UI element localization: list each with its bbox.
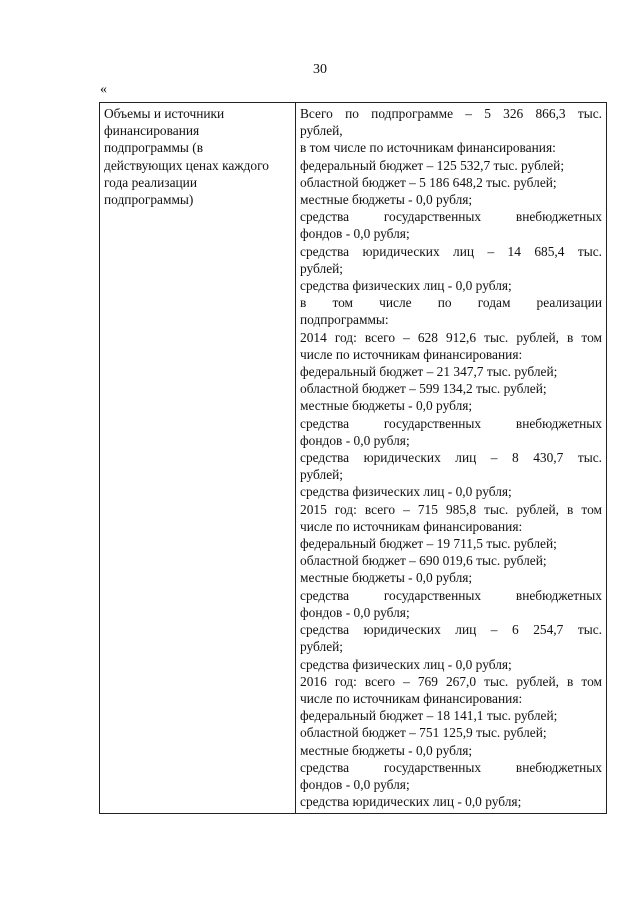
financing-line: средства государственных внебюджетных [300, 415, 602, 431]
financing-line: областной бюджет – 599 134,2 тыс. рублей; [300, 381, 547, 397]
financing-line: числе по источникам финансирования: [300, 690, 523, 706]
financing-line: рублей; [300, 467, 344, 483]
label-line: подпрограммы) [104, 192, 194, 208]
financing-line: Всего по подпрограмме – 5 326 866,3 тыс. [300, 106, 602, 121]
financing-line: 2015 год: всего – 715 985,8 тыс. рублей, в том [300, 501, 602, 517]
financing-line: 2014 год: всего – 628 912,6 тыс. рублей, в том [300, 329, 602, 345]
label-line: Объемы и источники [104, 106, 225, 121]
label-line: финансирования [104, 123, 200, 139]
financing-line: местные бюджеты - 0,0 рубля; [300, 398, 473, 414]
financing-line: числе по источникам финансирования: [300, 518, 523, 534]
financing-line: областной бюджет – 690 019,6 тыс. рублей; [300, 553, 547, 569]
financing-line: средства физических лиц - 0,0 рубля; [300, 656, 512, 672]
financing-line: средства государственных внебюджетных [300, 587, 602, 603]
financing-line: рублей; [300, 639, 344, 655]
financing-line: в том числе по годам реализации [300, 295, 602, 311]
financing-line: местные бюджеты - 0,0 рубля; [300, 570, 473, 586]
opening-quote-mark: « [100, 82, 107, 97]
financing-label-cell [100, 103, 296, 814]
financing-details-cell [296, 103, 607, 814]
financing-line: фондов - 0,0 рубля; [300, 432, 410, 448]
table-row [100, 103, 607, 814]
financing-line: рублей, [300, 123, 343, 139]
financing-line: областной бюджет – 751 125,9 тыс. рублей; [300, 725, 547, 741]
financing-line: средства физических лиц - 0,0 рубля; [300, 278, 512, 294]
financing-line: федеральный бюджет – 18 141,1 тыс. рублей; [300, 708, 558, 724]
financing-line: фондов - 0,0 рубля; [300, 226, 410, 242]
page-number: 30 [313, 62, 327, 77]
financing-line: подпрограммы: [300, 312, 389, 328]
financing-line: федеральный бюджет – 19 711,5 тыс. рублей; [300, 536, 557, 552]
financing-line: в том числе по источникам финансирования: [300, 140, 556, 156]
financing-line: местные бюджеты - 0,0 рубля; [300, 742, 473, 758]
financing-line: средства государственных внебюджетных [300, 209, 602, 225]
financing-table [99, 102, 607, 814]
financing-line: средства юридических лиц – 8 430,7 тыс. [300, 450, 602, 466]
financing-line: федеральный бюджет – 125 532,7 тыс. рублей; [300, 157, 565, 173]
financing-line: фондов - 0,0 рубля; [300, 776, 410, 792]
financing-line: фондов - 0,0 рубля; [300, 604, 410, 620]
financing-line: местные бюджеты - 0,0 рубля; [300, 192, 473, 208]
financing-line: средства физических лиц - 0,0 рубля; [300, 484, 512, 500]
label-line: действующих ценах каждого [104, 157, 269, 173]
label-line: года реализации [104, 174, 198, 190]
financing-line: средства юридических лиц – 14 685,4 тыс. [300, 243, 602, 259]
financing-line: средства государственных внебюджетных [300, 759, 602, 775]
financing-line: областной бюджет – 5 186 648,2 тыс. рублей; [300, 174, 557, 190]
financing-line: рублей; [300, 260, 344, 276]
financing-line: числе по источникам финансирования: [300, 346, 523, 362]
label-line: подпрограммы (в [104, 140, 204, 156]
financing-line: средства юридических лиц – 6 254,7 тыс. [300, 622, 602, 638]
financing-line: средства юридических лиц - 0,0 рубля; [300, 794, 522, 810]
financing-line: федеральный бюджет – 21 347,7 тыс. рублей; [300, 364, 558, 380]
financing-line: 2016 год: всего – 769 267,0 тыс. рублей, в том [300, 673, 602, 689]
